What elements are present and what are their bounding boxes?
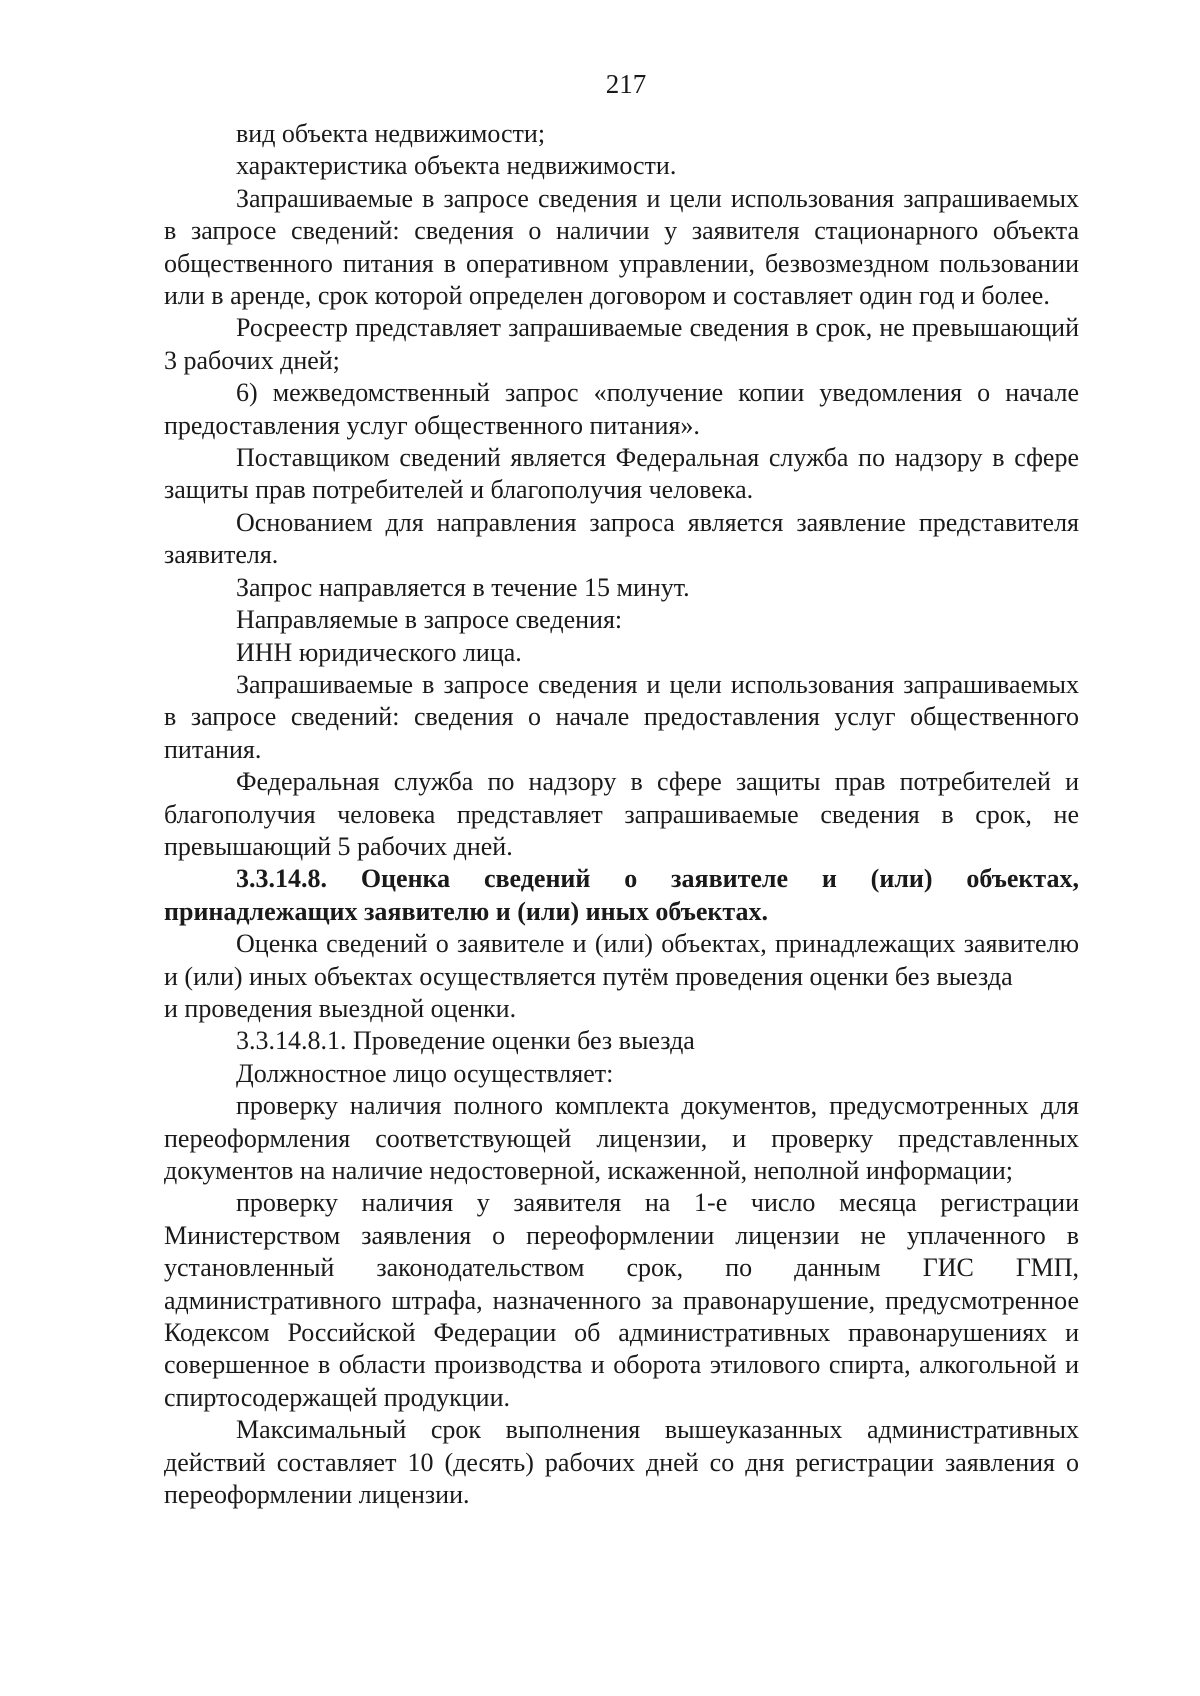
- paragraph: характеристика объекта недвижимости.: [236, 151, 677, 181]
- page-number: 217: [605, 69, 647, 99]
- paragraph: Оценка сведений о заявителе и (или) объектах, принадлежащих заявителю и (или) иных объектах осуществляется путём проведения оценки без выезда: [164, 929, 1079, 991]
- section-heading: 3.3.14.8. Оценка сведений о заявителе и (или) объектах, принадлежащих заявителю и (или) иных объектах.: [164, 864, 1079, 926]
- paragraph: Федеральная служба по надзору в сфере защиты прав потребителей и благополучия человека представляет запрашиваемые сведения в срок, не превышающий 5 рабочих дней.: [164, 767, 1079, 861]
- paragraph: вид объекта недвижимости;: [236, 119, 546, 148]
- paragraph: Основанием для направления запроса является заявление представителя заявителя.: [164, 507, 1079, 570]
- paragraph: Максимальный срок выполнения вышеуказанных административных действий составляет 10 (десять) рабочих дней со дня регистрации заявления о переоформлении лицензии.: [164, 1415, 1079, 1510]
- paragraph: Запрашиваемые в запросе сведения и цели использования запрашиваемых в запросе сведений: сведения о начале предоставления услуг общественного питания.: [164, 669, 1079, 764]
- paragraph: Поставщиком сведений является Федеральная служба по надзору в сфере защиты прав потребителей и благополучия человека.: [164, 443, 1079, 505]
- paragraph: Запрос направляется в течение 15 минут.: [236, 572, 690, 602]
- paragraph: 6) межведомственный запрос «получение копии уведомления о начале предоставления услуг общественного питания».: [164, 378, 1079, 440]
- paragraph: и проведения выездной оценки.: [164, 993, 517, 1023]
- document-body: [164, 118, 1079, 1511]
- paragraph: проверку наличия у заявителя на 1-е число месяца регистрации Министерством заявления о переоформлении лицензии не уплаченного в установленный законодательством срок, по данным ГИС ГМП, административного штрафа, назначенного за правонарушение, предусмотренное Кодексом Российской Федерации об административных правонарушениях и совершенное в области производства и оборота этилового спирта, алкогольной и спиртосодержащей продукции.: [164, 1188, 1079, 1412]
- paragraph: Должностное лицо осуществляет:: [236, 1058, 614, 1088]
- paragraph: Запрашиваемые в запросе сведения и цели использования запрашиваемых в запросе сведений: сведения о наличии у заявителя стационарного объекта общественного питания в оперативном управлении, безвозмездном пользовании или в аренде, срок которой определен договором и составляет один год и более.: [164, 183, 1079, 311]
- paragraph: Направляемые в запросе сведения:: [236, 605, 623, 635]
- paragraph: ИНН юридического лица.: [236, 637, 522, 667]
- paragraph: проверку наличия полного комплекта документов, предусмотренных для переоформления соответствующей лицензии, и проверку представленных документов на наличие недостоверной, искаженной, неполной информации;: [164, 1091, 1079, 1185]
- subsection-heading: 3.3.14.8.1. Проведение оценки без выезда: [236, 1026, 695, 1056]
- paragraph: Росреестр представляет запрашиваемые сведения в срок, не превышающий 3 рабочих дней;: [164, 313, 1079, 375]
